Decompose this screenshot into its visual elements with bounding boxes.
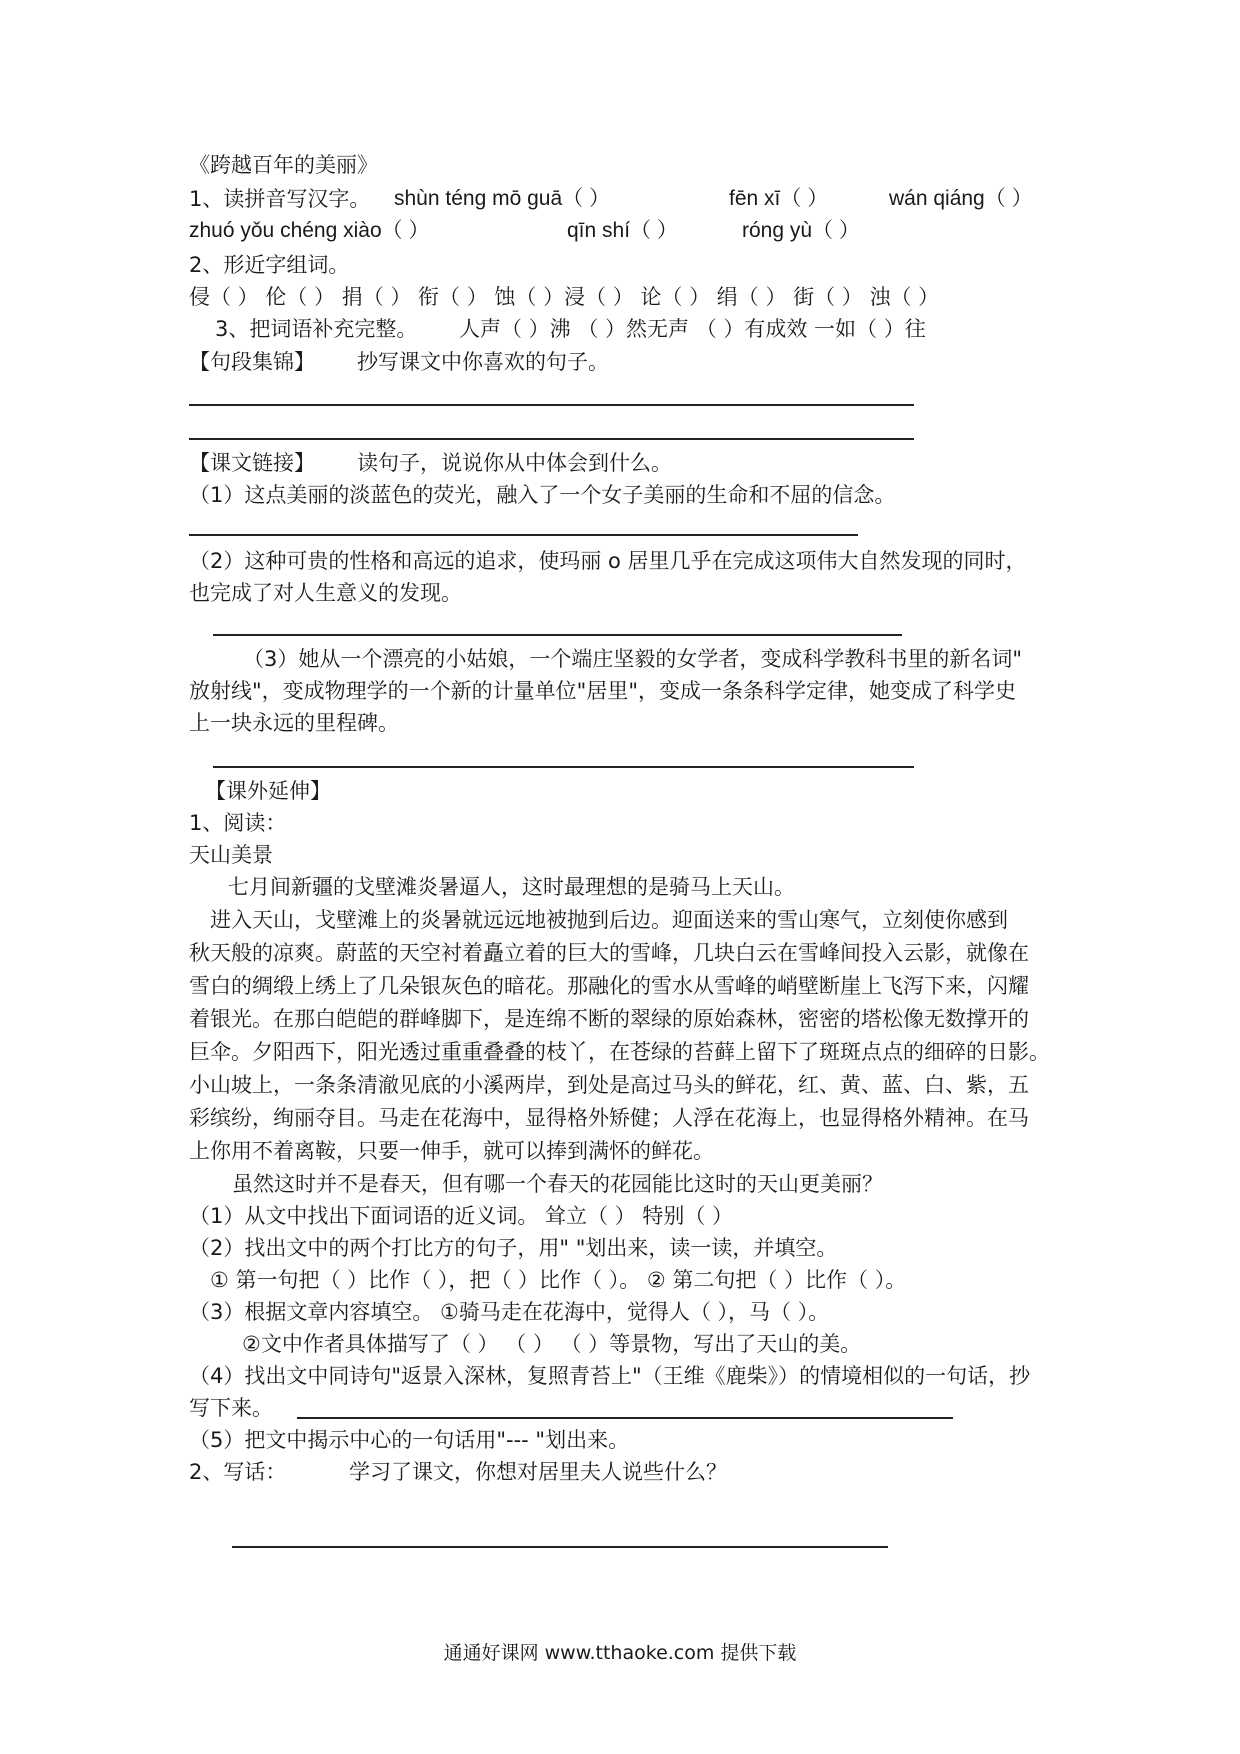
juduan-task: 抄写课文中你喜欢的句子。	[357, 350, 609, 374]
pinyin-item: qīn shí（ ）	[567, 219, 678, 242]
section1-label: 1、读拼音写汉字。	[189, 187, 371, 211]
kewen-sentence-2b: 也完成了对人生意义的发现。	[189, 581, 462, 605]
answer-line	[297, 1417, 953, 1419]
section2-label: 2、形近字组词。	[189, 253, 350, 277]
pinyin-item: róng yù（ ）	[742, 219, 860, 242]
page-footer: 通通好课网 www.tthaoke.com 提供下载	[443, 1642, 797, 1664]
question-1: （1）从文中找出下面词语的近义词。 耸立（ ） 特别（ ）	[189, 1204, 734, 1228]
write-label: 2、写话：	[189, 1460, 287, 1484]
pinyin-item: zhuó yǒu chéng xiào（ ）	[189, 219, 430, 242]
kewen-sentence-3a: （3）她从一个漂亮的小姑娘，一个端庄坚毅的女学者，变成科学教科书里的新名词"	[243, 647, 1023, 671]
answer-line	[213, 766, 914, 768]
passage-line: 秋天般的凉爽。蔚蓝的天空衬着矗立着的巨大的雪峰，几块白云在雪峰间投入云影，就像在	[189, 941, 1029, 965]
question-2-blanks: ① 第一句把（ ）比作（ ），把（ ）比作（ ）。 ② 第二句把（ ）比作（ ）。	[210, 1268, 907, 1292]
kewai-heading: 【课外延伸】	[205, 779, 331, 803]
kewen-row	[189, 448, 672, 478]
passage-line: 着银光。在那白皑皑的群峰脚下，是连绵不断的翠绿的原始森林，密密的塔松像无数撑开的	[189, 1007, 1029, 1031]
question-4b: 写下来。	[189, 1396, 273, 1420]
passage-paragraph-3: 虽然这时并不是春天，但有哪一个春天的花园能比这时的天山更美丽？	[232, 1172, 883, 1196]
answer-line	[189, 534, 858, 536]
write-row	[189, 1457, 727, 1487]
kewen-sentence-3c: 上一块永远的里程碑。	[189, 711, 399, 735]
passage-line: 进入天山，戈壁滩上的炎暑就远远地被抛到后边。迎面送来的雪山寒气，立刻使你感到	[210, 908, 1008, 932]
question-3-blanks: ②文中作者具体描写了（ ） （ ） （ ）等景物，写出了天山的美。	[242, 1332, 862, 1356]
document-title: 《跨越百年的美丽》	[189, 153, 378, 177]
question-5: （5）把文中揭示中心的一句话用"--- "划出来。	[189, 1428, 630, 1452]
juduan-heading: 【句段集锦】	[189, 350, 315, 374]
kewen-heading: 【课文链接】	[189, 451, 315, 475]
passage-line: 小山坡上，一条条清澈见底的小溪两岸，到处是高过马头的鲜花，红、黄、蓝、白、紫，五	[189, 1073, 1029, 1097]
pinyin-item: fēn xī（ ）	[729, 187, 829, 210]
pinyin-item: shùn téng mō guā（ ）	[394, 187, 610, 210]
question-4a: （4）找出文中同诗句"返景入深林，复照青苔上"（王维《鹿柴》）的情境相似的一句话，抄	[189, 1364, 1031, 1388]
answer-line	[189, 438, 914, 440]
passage-line: 上你用不着离鞍，只要一伸手，就可以捧到满怀的鲜花。	[189, 1139, 714, 1163]
passage-title: 天山美景	[189, 843, 273, 867]
write-task: 学习了课文，你想对居里夫人说些什么？	[349, 1460, 727, 1484]
section3-label: 3、把词语补充完整。	[215, 317, 418, 341]
passage-paragraph-1: 七月间新疆的戈壁滩炎暑逼人，这时最理想的是骑马上天山。	[228, 875, 795, 899]
kewen-sentence-3b: 放射线"，变成物理学的一个新的计量单位"居里"，变成一条条科学定律，她变成了科学史	[189, 679, 1016, 703]
section3-row	[215, 314, 926, 344]
kewen-sentence-1: （1）这点美丽的淡蓝色的荧光，融入了一个女子美丽的生命和不屈的信念。	[189, 483, 896, 507]
question-2: （2）找出文中的两个打比方的句子，用" "划出来，读一读，并填空。	[189, 1236, 838, 1260]
kewen-sentence-2a: （2）这种可贵的性格和高远的追求，使玛丽 o 居里几乎在完成这项伟大自然发现的同时，	[189, 549, 1027, 573]
answer-line	[189, 404, 914, 406]
answer-line	[232, 1546, 888, 1548]
question-3: （3）根据文章内容填空。 ①骑马走在花海中，觉得人（ ），马（ ）。	[189, 1300, 830, 1324]
pinyin-item: wán qiáng（ ）	[889, 187, 1033, 210]
kewen-task: 读句子，说说你从中体会到什么。	[357, 451, 672, 475]
read-label: 1、阅读：	[189, 811, 287, 835]
passage-line: 巨伞。夕阳西下，阳光透过重重叠叠的枝丫，在苍绿的苔藓上留下了斑斑点点的细碎的日影。	[189, 1040, 1050, 1064]
section2-chars: 侵（ ） 伦（ ） 捐（ ） 衔（ ） 蚀（ ）浸（ ） 论（ ） 绢（ ） 街（ ） 浊（ ）	[189, 285, 940, 309]
answer-line	[213, 634, 902, 636]
section3-items: 人声（ ）沸 （ ）然无声 （ ）有成效 一如（ ）往	[459, 317, 926, 341]
passage-line: 彩缤纷，绚丽夺目。马走在花海中，显得格外矫健；人浮在花海上，也显得格外精神。在马	[189, 1106, 1029, 1130]
section1-row1	[189, 184, 1033, 214]
passage-line: 雪白的绸缎上绣上了几朵银灰色的暗花。那融化的雪水从雪峰的峭壁断崖上飞泻下来，闪耀	[189, 974, 1029, 998]
juduan-row	[189, 347, 609, 377]
